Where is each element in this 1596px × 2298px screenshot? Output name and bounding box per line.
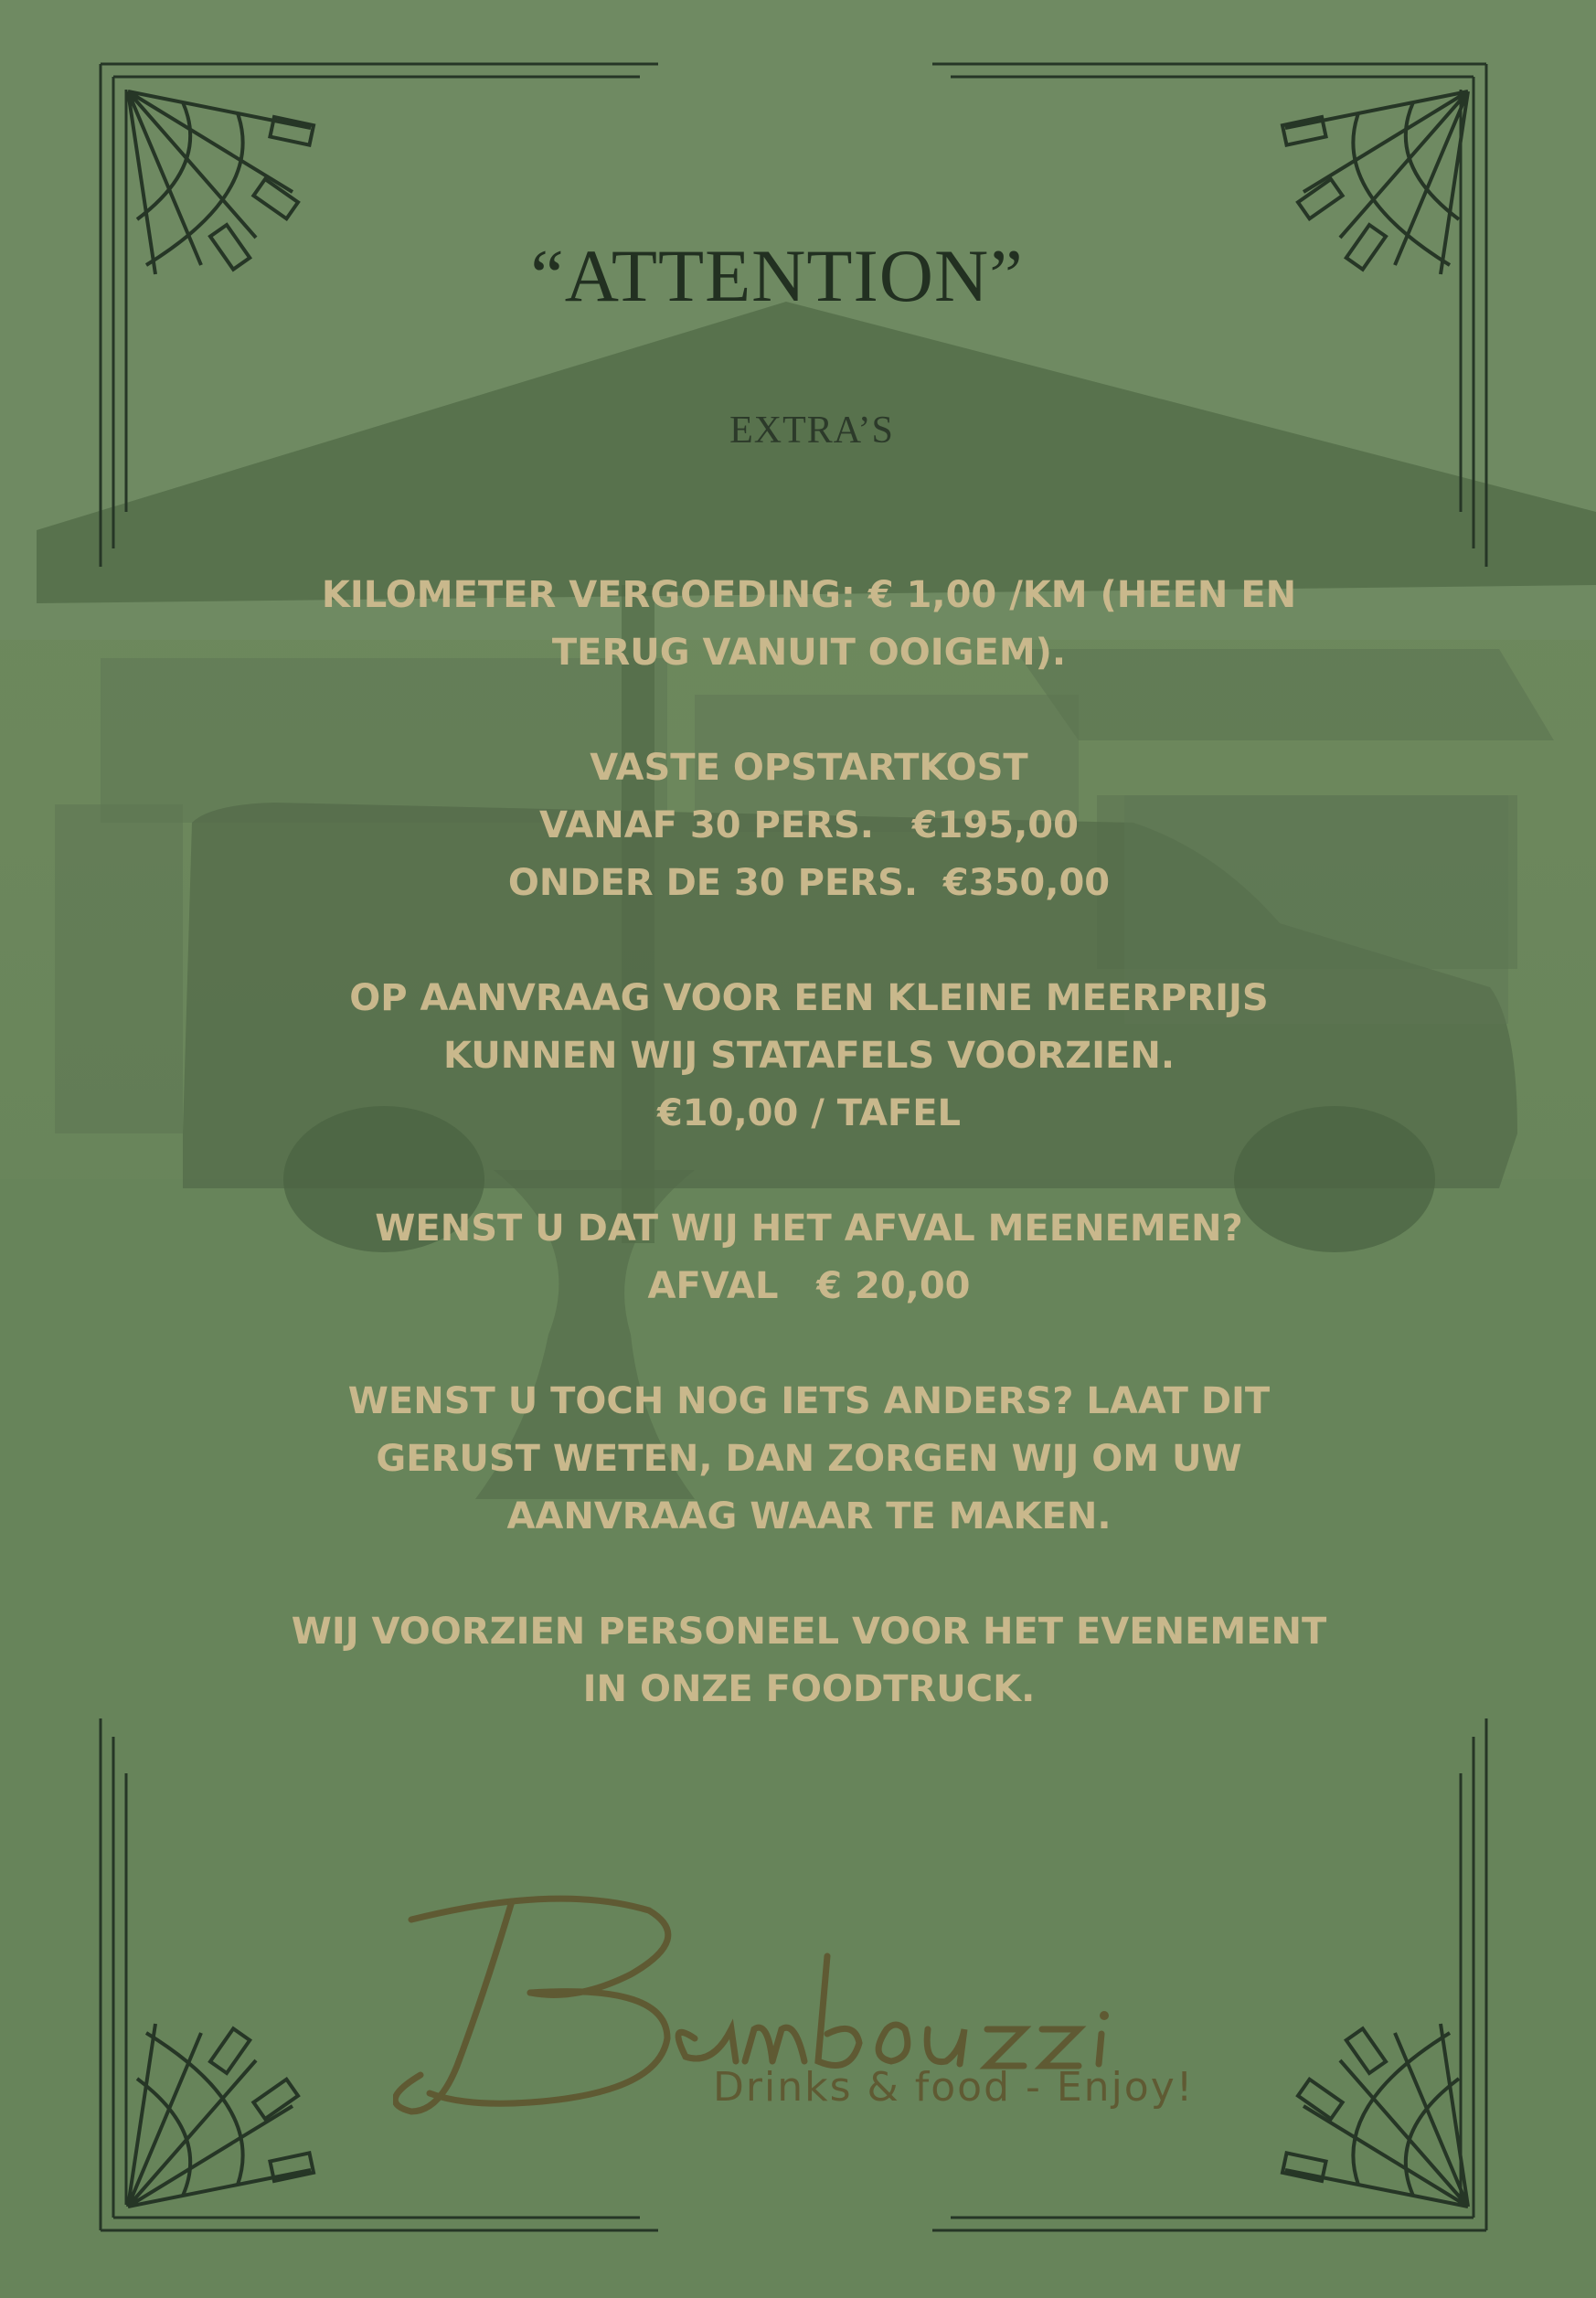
waste-question: WENST U DAT WIJ HET AFVAL MEENEMEN? xyxy=(375,1208,1243,1250)
startup-cost-under-30: ONDER DE 30 PERS. €350,00 xyxy=(507,862,1111,904)
logo-tagline: Drinks & food - Enjoy! xyxy=(713,2064,1195,2111)
km-fee-line-2: TERUG VANUIT OOIGEM). xyxy=(551,632,1067,674)
staff-line-1: WIJ VOORZIEN PERSONEEL VOOR HET EVENEMENT xyxy=(291,1611,1327,1653)
section-subtitle: EXTRA’S xyxy=(729,410,894,452)
tables-line-1: OP AANVRAAG VOOR EEN KLEINE MEERPRIJS xyxy=(349,977,1269,1019)
km-fee-line-1: KILOMETER VERGOEDING: € 1,00 /KM (HEEN EN xyxy=(321,574,1297,616)
other-request-line-3: AANVRAAG WAAR TE MAKEN. xyxy=(506,1495,1112,1537)
startup-cost-heading: VASTE OPSTARTKOST xyxy=(590,747,1028,789)
other-request-line-1: WENST U TOCH NOG IETS ANDERS? LAAT DIT xyxy=(347,1380,1271,1422)
page-title: “ATTENTION” xyxy=(530,234,1024,317)
startup-cost-from-30: VANAF 30 PERS. €195,00 xyxy=(539,804,1079,846)
tables-line-2: KUNNEN WIJ STATAFELS VOORZIEN. xyxy=(442,1035,1176,1077)
tables-price: €10,00 / TAFEL xyxy=(656,1092,962,1134)
other-request-line-2: GERUST WETEN, DAN ZORGEN WIJ OM UW xyxy=(376,1438,1242,1480)
waste-price: AFVAL € 20,00 xyxy=(647,1265,971,1307)
staff-line-2: IN ONZE FOODTRUCK. xyxy=(582,1668,1036,1710)
extras-list xyxy=(183,567,1435,1718)
